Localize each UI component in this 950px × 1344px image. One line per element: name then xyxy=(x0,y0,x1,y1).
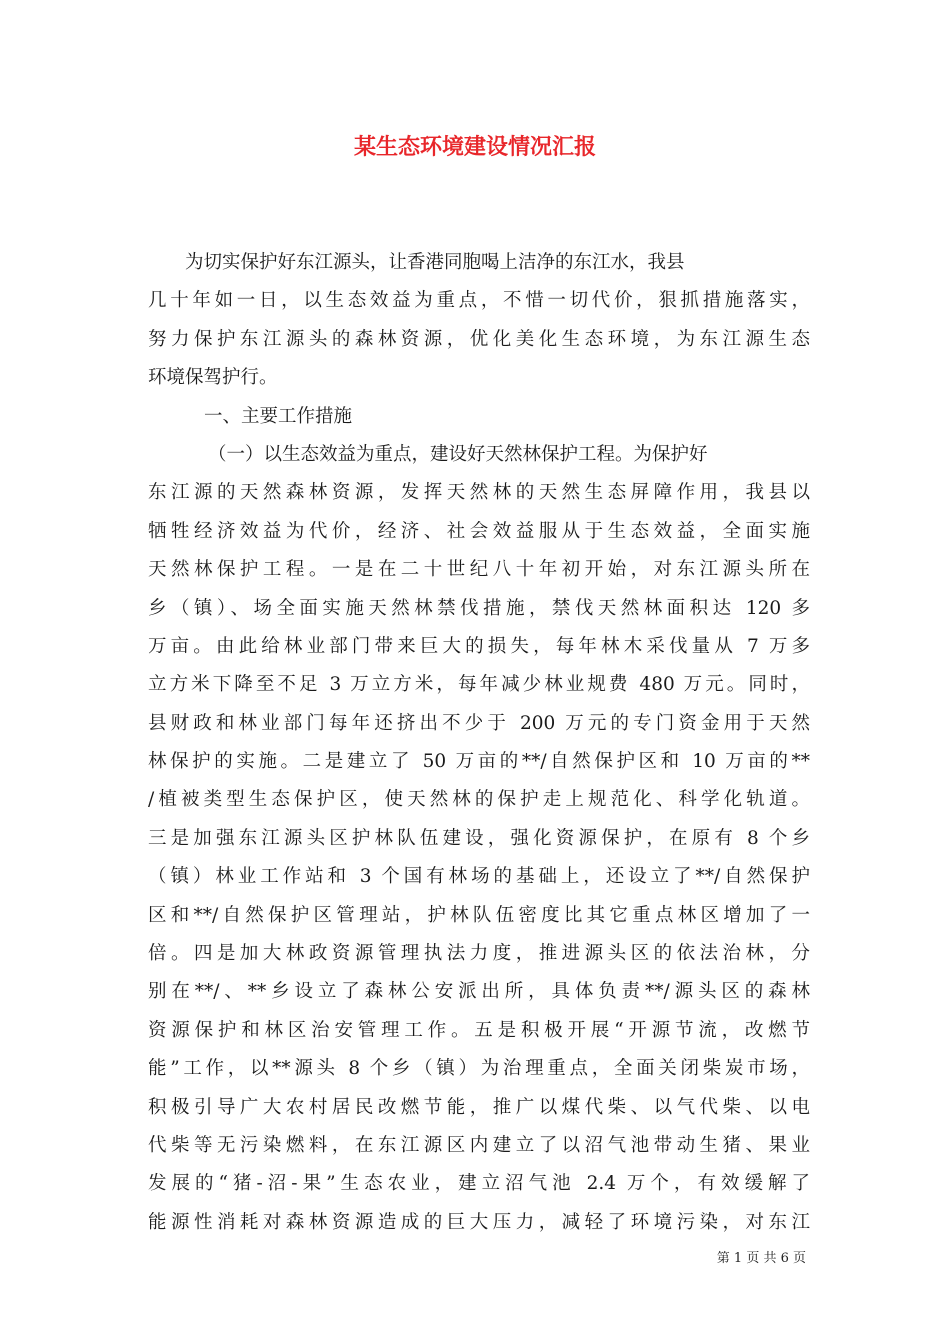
section-heading: 一、主要工作措施 xyxy=(204,405,353,427)
paragraph-line: 区和**/自然保护区管理站，护林队伍密度比其它重点林区增加了一 xyxy=(148,904,810,926)
paragraph-line: 东江源的天然森林资源，发挥天然林的天然生态屏障作用，我县以 xyxy=(148,482,810,504)
paragraph-line: 倍。四是加大林政资源管理执法力度，推进源头区的依法治林，分 xyxy=(148,943,810,965)
paragraph-line: 别在**/、**乡设立了森林公安派出所，具体负责**/源头区的森林 xyxy=(148,981,810,1003)
subsection-heading-line: （一）以生态效益为重点，建设好天然林保护工程。为保护好 xyxy=(208,443,708,465)
paragraph-line: 万亩。由此给林业部门带来巨大的损失，每年林木采伐量从 7 万多 xyxy=(148,635,810,657)
paragraph-line: 几十年如一日，以生态效益为重点，不惜一切代价，狠抓措施落实， xyxy=(148,290,810,312)
paragraph-line: /植被类型生态保护区，使天然林的保护走上规范化、科学化轨道。 xyxy=(148,789,810,811)
paragraph-line: 牺牲经济效益为代价，经济、社会效益服从于生态效益，全面实施 xyxy=(148,520,810,542)
document-body xyxy=(148,244,810,1242)
paragraph-line: 努力保护东江源头的森林资源，优化美化生态环境，为东江源生态 xyxy=(148,328,810,350)
paragraph-line: （镇）林业工作站和 3 个国有林场的基础上，还设立了**/自然保护 xyxy=(148,866,810,888)
paragraph-line: 环境保驾护行。 xyxy=(148,367,278,389)
paragraph-line: 县财政和林业部门每年还挤出不少于 200 万元的专门资金用于天然 xyxy=(148,712,810,734)
paragraph-line: 天然林保护工程。一是在二十世纪八十年初开始，对东江源头所在 xyxy=(148,559,810,581)
paragraph-line: 发展的“猪-沼-果”生态农业，建立沼气池 2.4 万个，有效缓解了 xyxy=(148,1173,810,1195)
document-title: 某生态环境建设情况汇报 xyxy=(353,134,596,160)
paragraph-line: 立方米下降至不足 3 万立方米，每年减少林业规费 480 万元。同时， xyxy=(148,674,810,696)
paragraph-line: 乡（镇）、场全面实施天然林禁伐措施，禁伐天然林面积达 120 多 xyxy=(148,597,810,619)
paragraph-line: 能源性消耗对森林资源造成的巨大压力，减轻了环境污染，对东江 xyxy=(148,1211,810,1233)
paragraph-line: 三是加强东江源头区护林队伍建设，强化资源保护，在原有 8 个乡 xyxy=(148,827,810,849)
paragraph-line: 能”工作，以**源头 8 个乡（镇）为治理重点，全面关闭柴炭市场， xyxy=(148,1058,810,1080)
paragraph-line: 积极引导广大农村居民改燃节能，推广以煤代柴、以气代柴、以电 xyxy=(148,1096,810,1118)
paragraph-line: 为切实保护好东江源头，让香港同胞喝上洁净的东江水，我县 xyxy=(185,252,685,273)
paragraph-line: 资源保护和林区治安管理工作。五是积极开展“开源节流，改燃节 xyxy=(148,1019,810,1041)
paragraph-line: 林保护的实施。二是建立了 50 万亩的**/自然保护区和 10 万亩的** xyxy=(148,751,810,773)
page-number: 第 1 页 共 6 页 xyxy=(716,1251,806,1266)
paragraph-line: 代柴等无污染燃料，在东江源区内建立了以沼气池带动生猪、果业 xyxy=(148,1134,810,1156)
